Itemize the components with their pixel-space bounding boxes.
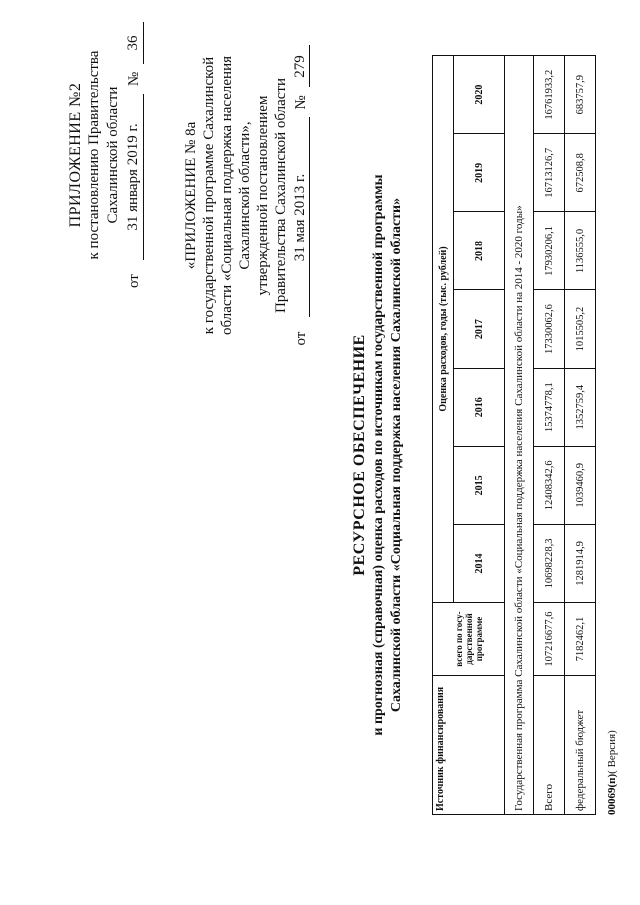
year-header: 2018 — [454, 212, 505, 290]
cell-value: 17930206,1 — [534, 212, 565, 290]
appendix-line: к постановлению Правительства — [86, 50, 102, 260]
cell-value: 1281914,9 — [565, 524, 596, 602]
year-header: 2017 — [454, 290, 505, 368]
year-header: 2016 — [454, 368, 505, 446]
cell-value: 1039460,9 — [565, 446, 596, 524]
cell-value: 1015505,2 — [565, 290, 596, 368]
row-total: 7182462,1 — [565, 603, 596, 676]
cell-value: 17330062,6 — [534, 290, 565, 368]
previous-decree-number: 279 — [291, 46, 310, 88]
from-label: от — [293, 331, 309, 346]
total-header: всего по госу-дарственной программе — [433, 603, 505, 676]
program-row — [505, 56, 534, 815]
source-header: Источник финансирования — [433, 676, 505, 815]
appendix-title: ПРИЛОЖЕНИЕ №2 — [67, 82, 84, 228]
document-code: 00069(п) — [606, 773, 618, 815]
year-header: 2015 — [454, 446, 505, 524]
year-header: 2019 — [454, 134, 505, 212]
previous-appendix-title: «ПРИЛОЖЕНИЕ № 8а — [183, 121, 199, 270]
number-sign: № — [293, 95, 309, 110]
row-label: федеральный бюджет — [565, 676, 596, 815]
previous-appendix-line: утвержденной постановлением — [255, 95, 271, 296]
document-version: ( Версия) — [606, 730, 618, 774]
cell-value: 15374778,1 — [534, 368, 565, 446]
previous-decree-date: 31 мая 2013 г. — [291, 118, 310, 318]
appendix-date-line — [124, 22, 144, 288]
previous-appendix-line: к государственной программе Сахалинской — [201, 56, 217, 335]
year-header: 2014 — [454, 524, 505, 602]
table-row — [534, 56, 565, 815]
title-line: РЕСУРСНОЕ ОБЕСПЕЧЕНИЕ — [351, 334, 368, 576]
program-name: Государственная программа Сахалинской области «Социальная поддержка населения Сахалинской области на 2014 - 2020 годы» — [505, 56, 534, 815]
cell-value: 16761933,2 — [534, 56, 565, 134]
appendix-header — [66, 20, 144, 290]
title-line: и прогнозная (справочная) оценка расходов по источникам государственной программы — [371, 174, 386, 736]
title-line: Сахалинской области «Социальная поддержка населения Сахалинской области» — [389, 197, 404, 713]
decree-number: 36 — [124, 22, 144, 64]
cell-value: 1352759,4 — [565, 368, 596, 446]
document-title — [350, 65, 406, 845]
year-header: 2020 — [454, 56, 505, 134]
cell-value: 672508,8 — [565, 134, 596, 212]
cell-value: 12408342,6 — [534, 446, 565, 524]
cell-value: 10698228,3 — [534, 524, 565, 602]
resource-table — [432, 55, 596, 815]
previous-appendix-line: Сахалинской области», — [237, 121, 253, 270]
previous-appendix-header — [182, 13, 310, 378]
decree-date: 31 января 2019 г. — [124, 94, 144, 260]
table-row — [565, 56, 596, 815]
from-label: от — [126, 274, 142, 288]
years-group-header: Оценка расходов, годы (тыс. рублей) — [433, 56, 454, 603]
cell-value: 16713126,7 — [534, 134, 565, 212]
previous-appendix-line: области «Социальная поддержка населения — [219, 55, 235, 336]
row-total: 107216677,6 — [534, 603, 565, 676]
cell-value: 683757,9 — [565, 56, 596, 134]
document-footer — [606, 730, 618, 815]
table-header-row — [433, 56, 454, 815]
previous-appendix-line: Правительства Сахалинской области — [273, 77, 289, 314]
number-sign: № — [126, 71, 142, 87]
appendix-line: Сахалинской области — [105, 86, 121, 224]
row-label: Всего — [534, 676, 565, 815]
previous-appendix-date-line — [291, 46, 310, 346]
cell-value: 1136555,0 — [565, 212, 596, 290]
